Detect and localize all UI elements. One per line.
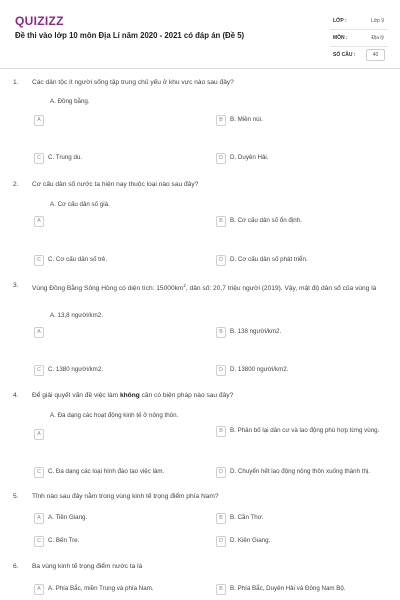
option-letter-c: C	[34, 255, 44, 266]
question-text: Vùng Đồng Bằng Sông Hồng có diện tích: $15000km^2$, dân số: 20,7 triệu người (2019). Vậy, mật độ dân số của vùng là	[32, 283, 377, 293]
option-letter-b: B	[216, 216, 226, 227]
option-letter-a: A	[34, 327, 44, 338]
question-text: Các dân tộc ít người sống tập trung chủ yếu ở khu vực nào sau đây?	[32, 79, 234, 86]
page-title: Đề thi vào lớp 10 môn Địa Lí năm 2020 - 2021 có đáp án (Đề 5)	[15, 31, 245, 40]
option-letter-b: B	[216, 327, 226, 338]
info-value: 40	[366, 49, 385, 61]
info-row-subject	[330, 30, 388, 47]
question-text: Tỉnh nào sau đây nằm trong vùng kinh tế trọng điểm phía Nam?	[32, 493, 219, 500]
info-row-count	[330, 47, 388, 63]
option-letter-c: C	[34, 536, 44, 547]
info-key: MÔN :	[333, 35, 348, 41]
question-text: Để giải quyết vấn đề việc làm không cần có biện pháp nào sau đây?	[32, 392, 234, 399]
info-row-class	[330, 13, 388, 30]
question-number: 4.	[13, 392, 19, 399]
option-letter-a: A	[34, 115, 44, 126]
option-letter-c: C	[34, 365, 44, 376]
option-letter-a: A	[34, 513, 44, 524]
option-letter-b: B	[216, 426, 226, 437]
worksheet-page: QUIZIZZ Đề thi vào lớp 10 môn Địa Lí năm 2020 - 2021 có đáp án (Đề 5) LỚP : Lớp 9 MÔN : Địa lý SỐ CÂU : 40 1. Các dân tộc ít người sống tập trung chủ yếu ở khu vực nào sau đây? A. Đồng bằng. A B B. Miền núi. C C. Trung du. D D. Duyên Hải. 2. Cơ cấu dân số nước ta hiện nay thuộc loại nào sau đây? A. Cơ cấu dân số già. A B B. Cơ cấu dân số ổn định. C C. Cơ cấu dân số trẻ. D D. Cơ cấu dân số phát triển. 3. Vùng Đồng Bằng Sông Hồng có diện tích: $15000km^2$, dân số: 20,7 triệu người (2019). Vậy, mật độ dân số của vùng là A. 13,8 người/km2. A B B. 138 người/km2. C C. 1380 người/km2. D D. 13800 người/km2. 4. Để giải quyết vấn đề việc làm không cần có biện pháp nào sau đây? A. Đa dạng các hoạt động kinh tế ở nông thôn. A B B. Phân bố lại dân cư và lao động phù hợp từng vùng. C C. Đa dạng các loại hình đào tạo việc làm. D D. Chuyển hết lao động nông thôn xuống thành thị. 5. Tỉnh nào sau đây nằm trong vùng kinh tế trọng điểm phía Nam? A A. Tiền Giang. B B. Cần Thơ. C C. Bến Tre. D D. Kiên Giang. 6. Ba vùng kinh tế trọng điểm nước ta là A A. Phía Bắc, miền Trung và phía Nam. B B. Phía Bắc, Duyên Hải và Đông Nam Bộ.	[0, 0, 400, 600]
question-number: 6.	[13, 563, 19, 570]
question-text: Cơ cấu dân số nước ta hiện nay thuộc loại nào sau đây?	[32, 181, 199, 188]
option-letter-a: A	[34, 216, 44, 227]
question-text: Ba vùng kinh tế trọng điểm nước ta là	[32, 563, 143, 570]
info-panel	[330, 13, 388, 63]
quizizz-logo: QUIZIZZ	[15, 14, 64, 28]
info-value: Lớp 9	[370, 18, 384, 24]
option-letter-d: D	[216, 467, 226, 478]
question-number: 2.	[13, 181, 19, 188]
option-letter-d: D	[216, 153, 226, 164]
info-key: LỚP :	[333, 18, 347, 24]
option-letter-d: D	[216, 255, 226, 266]
option-letter-b: B	[216, 513, 226, 524]
question-number: 1.	[13, 79, 19, 86]
option-letter-c: C	[34, 467, 44, 478]
option-letter-d: D	[216, 536, 226, 547]
header-divider	[0, 68, 400, 69]
option-letter-d: D	[216, 365, 226, 376]
question-number: 3.	[13, 282, 19, 289]
worksheet-header	[0, 0, 400, 68]
option-letter-c: C	[34, 153, 44, 164]
option-letter-b: B	[216, 584, 226, 595]
question-number: 5.	[13, 493, 19, 500]
option-letter-a: A	[34, 429, 44, 440]
option-letter-b: B	[216, 115, 226, 126]
option-letter-a: A	[34, 584, 44, 595]
info-key: SỐ CÂU :	[333, 52, 356, 58]
info-value: Địa lý	[371, 35, 384, 41]
